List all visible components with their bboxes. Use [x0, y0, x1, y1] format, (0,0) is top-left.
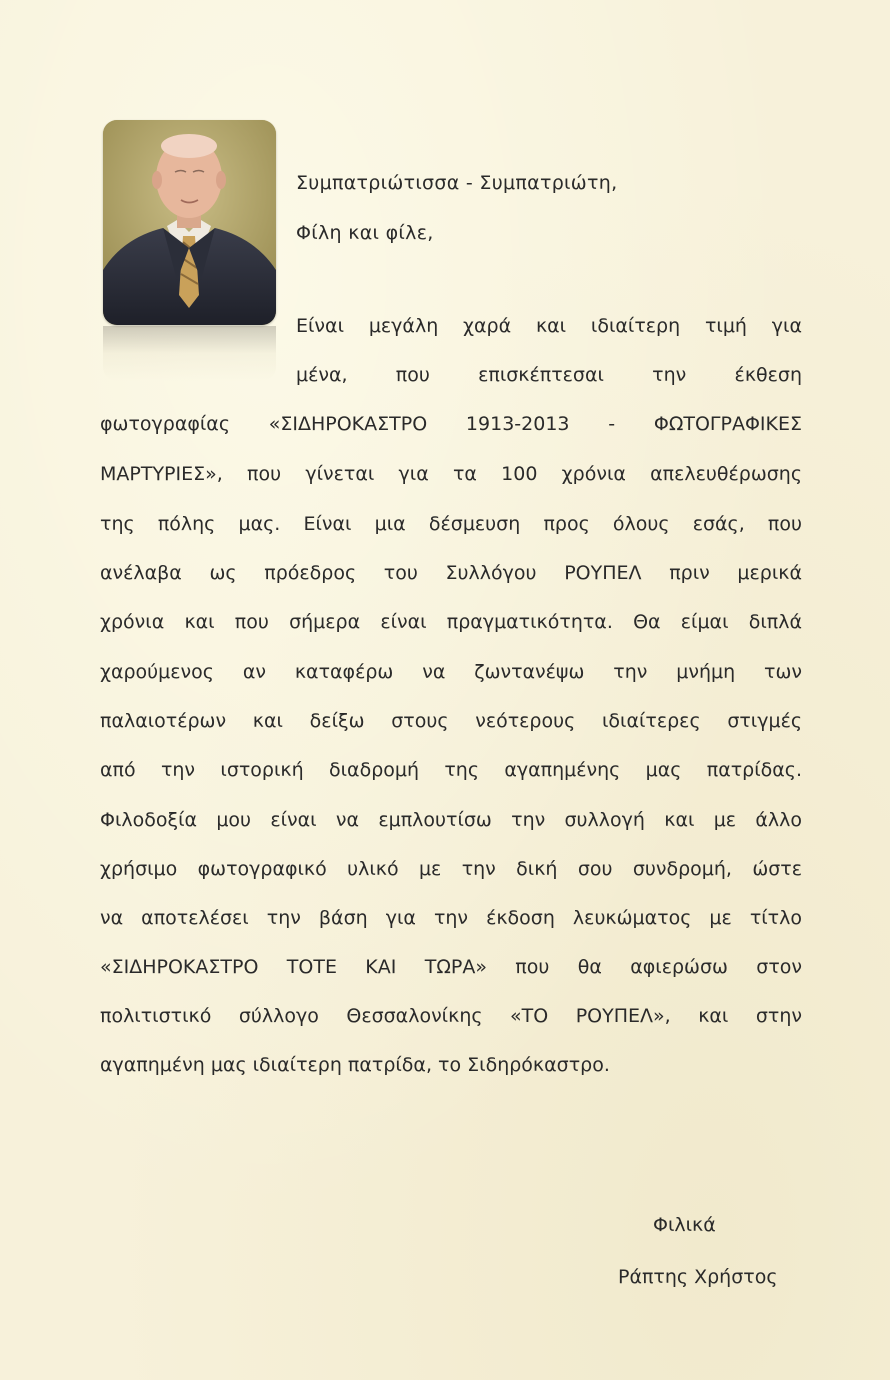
body-line: χρήσιμο φωτογραφικό υλικό με την δική σου συνδρομή, ώστε	[100, 858, 802, 880]
body-line: αγαπημένη μας ιδιαίτερη πατρίδα, το Σιδηρόκαστρο.	[100, 1054, 610, 1076]
portrait-illustration	[103, 120, 276, 325]
body-line: Είναι μεγάλη χαρά και ιδιαίτερη τιμή για	[296, 315, 802, 337]
body-line: φωτογραφίας «ΣΙΔΗΡΟΚΑΣΤΡΟ 1913-2013 - ΦΩΤΟΓΡΑΦΙΚΕΣ	[100, 413, 802, 435]
salutation-line-2: Φίλη και φίλε,	[296, 222, 434, 244]
portrait-photo	[103, 120, 276, 325]
body-line: μένα, που επισκέπτεσαι την έκθεση	[296, 364, 802, 386]
body-line: «ΣΙΔΗΡΟΚΑΣΤΡΟ ΤΟΤΕ ΚΑΙ ΤΩΡΑ» που θα αφιερώσω στον	[100, 956, 802, 978]
body-line: Φιλοδοξία μου είναι να εμπλουτίσω την συλλογή και με άλλο	[100, 809, 802, 831]
body-line: να αποτελέσει την βάση για την έκδοση λευκώματος με τίτλο	[100, 907, 802, 929]
body-line: της πόλης μας. Είναι μια δέσμευση προς όλους εσάς, που	[100, 513, 802, 535]
body-line: πολιτιστικό σύλλογο Θεσσαλονίκης «ΤΟ ΡΟΥΠΕΛ», και στην	[100, 1005, 802, 1027]
body-line: ανέλαβα ως πρόεδρος του Συλλόγου ΡΟΥΠΕΛ πριν μερικά	[100, 562, 802, 584]
body-line: παλαιοτέρων και δείξω στους νεότερους ιδιαίτερες στιγμές	[100, 710, 802, 732]
body-line: χαρούμενος αν καταφέρω να ζωντανέψω την μνήμη των	[100, 661, 802, 683]
closing-salutation: Φιλικά	[653, 1214, 716, 1236]
salutation-line-1: Συμπατριώτισσα - Συμπατριώτη,	[296, 172, 618, 194]
signature-name: Ράπτης Χρήστος	[618, 1266, 778, 1288]
body-line: ΜΑΡΤΥΡΙΕΣ», που γίνεται για τα 100 χρόνια απελευθέρωσης	[100, 463, 802, 485]
body-line: από την ιστορική διαδρομή της αγαπημένης μας πατρίδας.	[100, 759, 802, 781]
body-line: χρόνια και που σήμερα είναι πραγματικότητα. Θα είμαι διπλά	[100, 611, 802, 633]
portrait-reflection	[103, 326, 276, 381]
